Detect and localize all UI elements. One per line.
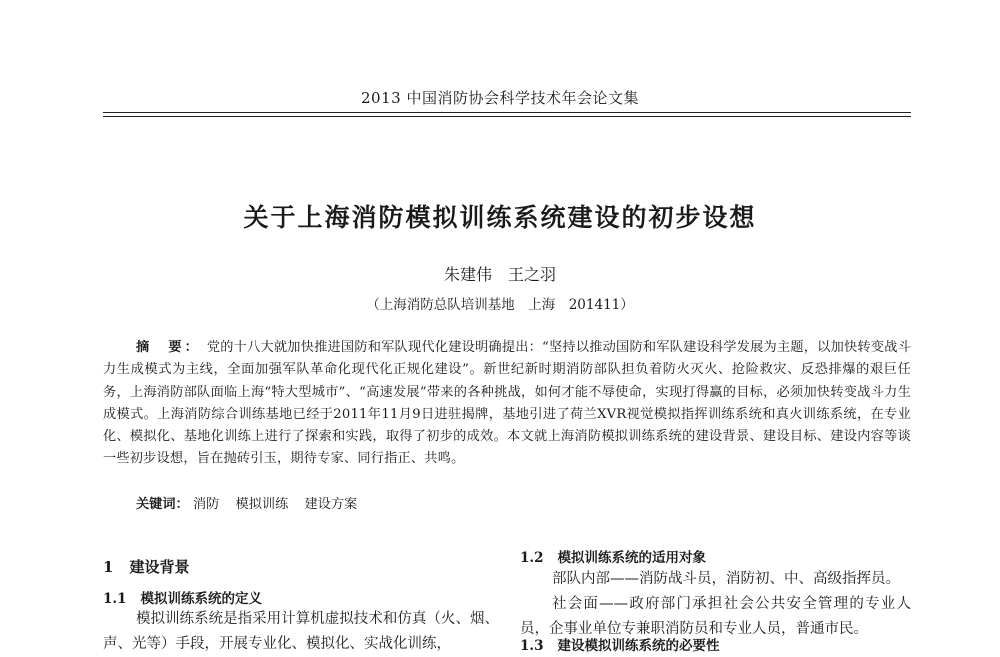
authors: 朱建伟 王之羽 [443, 265, 556, 284]
keyword-item: 消防 [192, 497, 220, 512]
header-rule-top [103, 112, 911, 113]
section-heading-1 [103, 556, 189, 577]
body-paragraph: 部队内部——消防战斗员，消防初、中、高级指挥员。 [552, 571, 900, 587]
body-paragraph: 社会面——政府部门承担社会公共安全管理的专业人员，企事业单位专兼职消防员和专业人员，普通市民。 [520, 596, 911, 637]
subsection-number: 1.3 [520, 638, 544, 654]
running-header: 2013 中国消防协会科学技术年会论文集 [361, 89, 639, 107]
keywords [136, 493, 369, 512]
paper-title: 关于上海消防模拟训练系统建设的初步设想 [243, 203, 757, 232]
subsection-title: 模拟训练系统的适用对象 [557, 550, 706, 566]
keyword-item: 模拟训练 [235, 497, 289, 512]
header-rule-bottom [103, 116, 911, 117]
abstract-text: 党的十八大就加快推进国防和军队现代化建设明确提出：“坚持以推动国防和军队建设科学发展为主题，以加快转变战斗力生成模式为主线，全面加强军队革命化现代化正规化建设”。新世纪新时期消防部队担负着防火灭火、抢险救灾、反恐排爆的艰巨任务，上海消防部队面临上海“特大型城市”、“高速发展”带来的各种挑战，如何才能不辱使命，实现打得赢的目标，必须加快转变战斗力生成模式。上海消防综合训练基地已经于2011年11月9日进驻揭牌，基地引进了荷兰XVR视觉模拟指挥训练系统和真火训练系统，在专业化、模拟化、基地化训练上进行了探索和实践，取得了初步的成效。本文就上海消防模拟训练系统的建设背景、建设目标、建设内容等谈一些初步设想，旨在抛砖引玉，期待专家、同行指正、共鸣。 [103, 340, 912, 467]
section-title: 建设背景 [129, 558, 190, 576]
abstract-label: 摘 要： [136, 340, 201, 355]
subsection-title: 建设模拟训练系统的必要性 [557, 638, 720, 654]
subsection-heading-1-3 [520, 634, 720, 654]
abstract [103, 337, 911, 471]
affiliation: （上海消防总队培训基地 上海 201411） [366, 297, 634, 313]
subsection-number: 1.2 [520, 550, 544, 566]
keyword-item: 建设方案 [304, 497, 358, 512]
keywords-label: 关键词： [136, 497, 189, 512]
subsection-number: 1.1 [103, 591, 127, 607]
section-number: 1 [103, 558, 114, 576]
subsection-title: 模拟训练系统的定义 [140, 591, 262, 607]
body-paragraph: 模拟训练系统是指采用计算机虚拟技术和仿真（火、烟、声、光等）手段，开展专业化、模拟化、实战化训练， [103, 611, 499, 652]
subsection-heading-1-2 [520, 546, 706, 566]
subsection-heading-1-1 [103, 587, 262, 607]
